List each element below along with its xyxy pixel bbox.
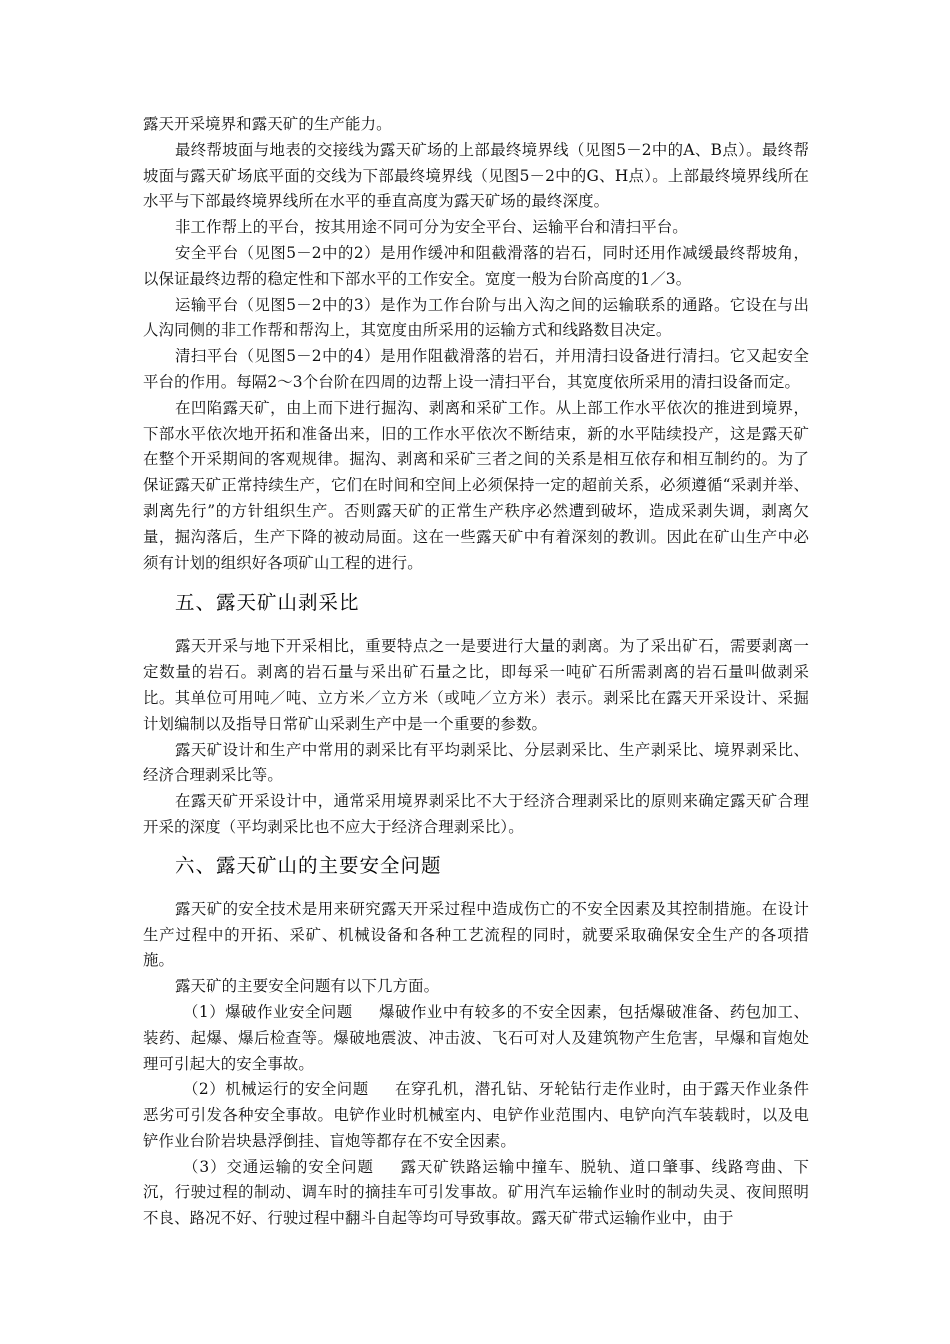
section-heading-safety-issues: 六、露天矿山的主要安全问题 (175, 853, 442, 877)
paragraph: 露天矿的安全技术是用来研究露天开采过程中造成伤亡的不安全因素及其控制措施。在设计生产过程中的开拓、采矿、机械设备和各种工艺流程的同时，就要采取确保安全生产的各项措施。 (143, 899, 809, 970)
paragraph: 在凹陷露天矿，由上而下进行掘沟、剥离和采矿工作。从上部工作水平依次的推进到境界，下部水平依次地开拓和准备出来，旧的工作水平依次不断结束，新的水平陆续投产，这是露天矿在整个开采期间的客观规律。掘沟、剥离和采矿三者之间的关系是相互依存和相互制约的。为了保证露天矿正常持续生产，它们在时间和空间上必须保持一定的超前关系，必须遵循“采剥并举、剥离先行”的方针组织生产。否则露天矿的正常生产秩序必然遭到破坏，造成采剥失调，剥离欠量，掘沟落后，生产下降的被动局面。这在一些露天矿中有着深刻的教训。因此在矿山生产中必须有计划的组织好各项矿山工程的进行。 (143, 398, 809, 572)
section-heading-stripping-ratio: 五、露天矿山剥采比 (175, 591, 360, 615)
paragraph: 清扫平台（见图5－2中的4）是用作阻截滑落的岩石，并用清扫设备进行清扫。它又起安全平台的作用。每隔2～3个台阶在四周的边帮上设一清扫平台，其宽度依所采用的清扫设备而定。 (143, 347, 809, 391)
list-item (143, 1000, 809, 1077)
list-item-title: （3）交通运输的安全问题 (183, 1157, 374, 1176)
paragraph: 在露天矿开采设计中，通常采用境界剥采比不大于经济合理剥采比的原则来确定露天矿合理开采的深度（平均剥采比也不应大于经济合理剥采比）。 (143, 792, 809, 836)
list-item-text: 在穿孔机，潜孔钻、牙轮钻行走作业时，由于露天作业条件恶劣可引发各种安全事故。电铲作业时机械室内、电铲作业范围内、电铲向汽车装载时，以及电铲作业台阶岩块悬浮倒挂、盲炮等都存在不安全因素。 (143, 1080, 809, 1150)
list-item (143, 1155, 809, 1232)
paragraph: 运输平台（见图5－2中的3）是作为工作台阶与出入沟之间的运输联系的通路。它设在与出人沟同侧的非工作帮和帮沟上，其宽度由所采用的运输方式和线路数目决定。 (143, 295, 809, 340)
paragraph: 露天开采与地下开采相比，重要特点之一是要进行大量的剥离。为了采出矿石，需要剥离一定数量的岩石。剥离的岩石量与采出矿石量之比，即每采一吨矿石所需剥离的岩石量叫做剥采比。其单位可用吨／吨、立方米／立方米（或吨／立方米）表示。剥采比在露天开采设计、采掘计划编制以及指导日常矿山采剥生产中是一个重要的参数。 (143, 637, 809, 733)
paragraph: 露天开采境界和露天矿的生产能力。 (143, 115, 392, 133)
paragraph: 安全平台（见图5－2中的2）是用作缓冲和阻截滑落的岩石，同时还用作减缓最终帮坡角，以保证最终边帮的稳定性和下部水平的工作安全。宽度一般为台阶高度的1／3。 (143, 243, 809, 288)
paragraph: 最终帮坡面与地表的交接线为露天矿场的上部最终境界线（见图5－2中的A、B点）。最终帮坡面与露天矿场底平面的交线为下部最终境界线（见图5－2中的G、H点）。上部最终境界线所在水平与下部最终境界线所在水平的垂直高度为露天矿场的最终深度。 (143, 140, 809, 211)
document-page (143, 112, 809, 1232)
list-item-title: （2）机械运行的安全问题 (183, 1080, 369, 1099)
paragraph: 非工作帮上的平台，按其用途不同可分为安全平台、运输平台和清扫平台。 (175, 218, 688, 237)
paragraph: 露天矿的主要安全问题有以下几方面。 (175, 977, 440, 996)
list-item-title: （1）爆破作业安全问题 (183, 1002, 353, 1021)
list-item (143, 1077, 809, 1154)
paragraph: 露天矿设计和生产中常用的剥采比有平均剥采比、分层剥采比、生产剥采比、境界剥采比、经济合理剥采比等。 (143, 740, 809, 785)
list-item-text: 露天矿铁路运输中撞车、脱轨、道口肇事、线路弯曲、下沉，行驶过程的制动、调车时的摘挂车可引发事故。矿用汽车运输作业时的制动失灵、夜间照明不良、路况不好、行驶过程中翻斗自起等均可导致事故。露天矿带式运输作业中，由于 (143, 1157, 809, 1228)
list-item-text: 爆破作业中有较多的不安全因素，包括爆破准备、药包加工、装药、起爆、爆后检查等。爆破地震波、冲击波、飞石可对人及建筑物产生危害，早爆和盲炮处理可引起大的安全事故。 (143, 1002, 809, 1073)
